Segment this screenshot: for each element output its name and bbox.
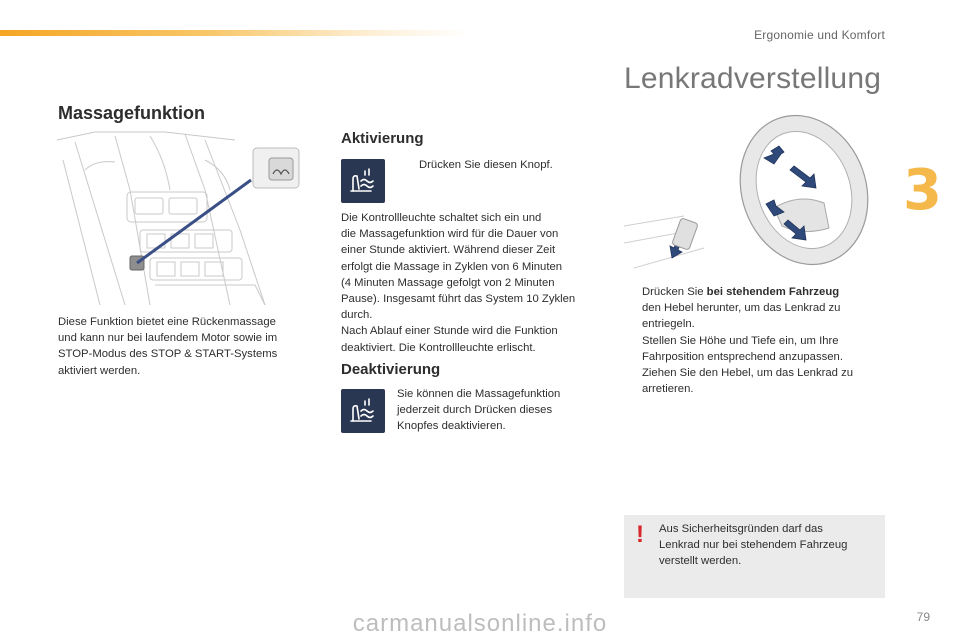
text-line: durch.	[341, 309, 373, 322]
warning-text	[659, 521, 879, 570]
text-line: Pause). Insgesamt führt das System 10 Zyklen	[341, 293, 576, 306]
step-text-pre: Ziehen Sie den Hebel, um das Lenkrad zu	[642, 367, 854, 380]
text-line: verstellt werden.	[659, 555, 742, 568]
text-line: erfolgt die Massage in Zyklen von 6 Minuten	[341, 260, 563, 273]
text-line: Sie können die Massagefunktion	[397, 388, 561, 400]
chapter-number: 3	[903, 158, 942, 223]
step-text-bold: bei stehendem Fahrzeug	[706, 286, 840, 298]
massage-title: Massagefunktion	[58, 103, 206, 123]
steering-illustration	[624, 108, 886, 280]
steering-step-3	[624, 365, 886, 397]
text-line: aktiviert werden.	[58, 364, 141, 377]
deactivation-text	[397, 386, 560, 435]
steering-step-1	[624, 284, 886, 333]
warning-box	[624, 515, 885, 598]
text-line: Aus Sicherheitsgründen darf das	[659, 523, 823, 535]
text-line: und kann nur bei laufendem Motor sowie im	[58, 332, 278, 345]
steering-steps	[624, 284, 886, 397]
steering-title: Lenkradverstellung	[624, 62, 882, 95]
text-line: Diese Funktion bietet eine Rückenmassage	[58, 316, 276, 328]
massage-button-image	[341, 159, 385, 203]
console-drawing	[55, 130, 300, 308]
activation-text	[341, 210, 603, 356]
activation-heading: Aktivierung	[341, 130, 424, 147]
text-line: deaktiviert. Die Kontrollleuchte erlischt.	[341, 341, 536, 354]
massage-button-image-2	[341, 389, 385, 433]
step-text-line: Fahrposition entsprechend anzupassen.	[642, 350, 843, 363]
text-line: jederzeit durch Drücken dieses	[397, 404, 553, 417]
step-text-line: arretieren.	[642, 383, 694, 396]
section-title: Ergonomie und Komfort	[754, 28, 885, 42]
text-line: die Massagefunktion wird für die Dauer von	[341, 228, 559, 241]
header-accent-bar	[0, 30, 470, 36]
seat-massage-icon	[341, 389, 385, 433]
step-text-line: den Hebel herunter, um das Lenkrad zu	[642, 302, 841, 315]
deactivation-heading: Deaktivierung	[341, 361, 441, 378]
step-text-line: entriegeln.	[642, 318, 695, 331]
text-line: Knopfes deaktivieren.	[397, 420, 506, 433]
watermark: carmanualsonline.info	[352, 610, 608, 637]
console-illustration	[55, 130, 300, 308]
text-line: (4 Minuten Massage gefolgt von 2 Minuten	[341, 276, 555, 289]
massage-intro	[58, 314, 308, 379]
page-number: 79	[916, 610, 930, 624]
text-line: einer Stunde aktiviert. Während dieser Zeit	[341, 244, 556, 257]
text-line: Nach Ablauf einer Stunde wird die Funktion	[341, 325, 558, 338]
text-line: Die Kontrollleuchte schaltet sich ein und	[341, 212, 542, 224]
activation-step-text: Drücken Sie diesen Knopf.	[419, 159, 553, 171]
text-line: STOP-Modus des STOP & START-Systems	[58, 348, 278, 361]
text-line: Lenkrad nur bei stehendem Fahrzeug	[659, 539, 848, 552]
steering-step-2	[624, 333, 886, 365]
step-text-pre: Drücken Sie	[642, 286, 707, 298]
warning-icon: !	[636, 521, 644, 548]
step-text-pre: Stellen Sie Höhe und Tiefe ein, um Ihre	[642, 334, 839, 347]
seat-massage-icon	[341, 159, 385, 203]
steering-wheel-drawing	[624, 108, 886, 280]
